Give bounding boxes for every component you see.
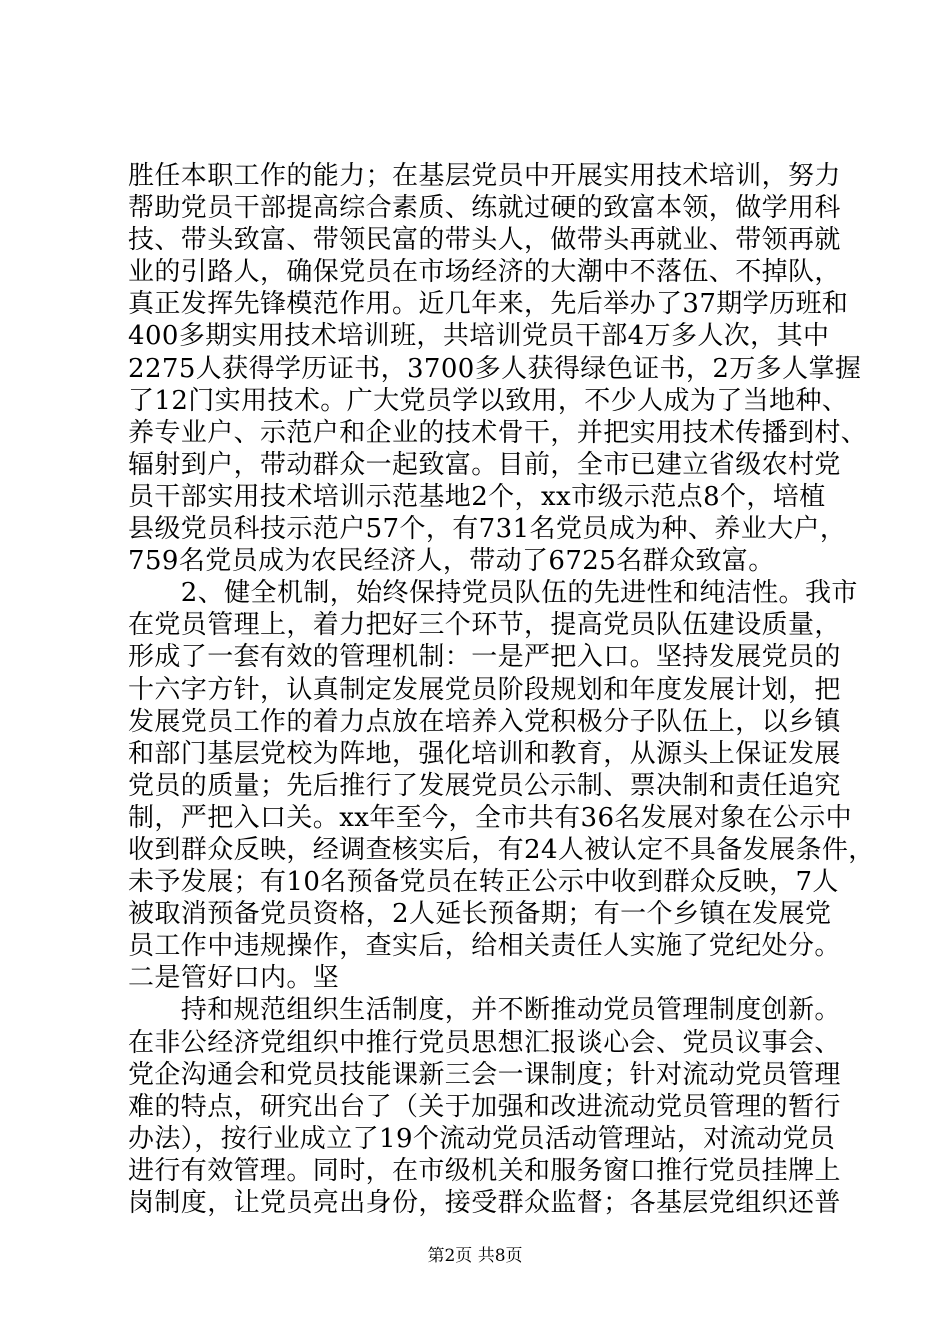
text-line: 进行有效管理。同时，在市级机关和服务窗口推行党员挂牌上 [128,1155,841,1186]
text-line: 形成了一套有效的管理机制：一是严把入口。坚持发展党员的 [128,642,841,673]
text-line: 辐射到户，带动群众一起致富。目前，全市已建立省级农村党 [128,449,841,480]
text-line: 员干部实用技术培训示范基地2个，xx市级示范点8个，培植 [128,481,826,512]
text-line: 二是管好口内。坚 [128,963,340,994]
text-line: 和部门基层党校为阵地，强化培训和教育，从源头上保证发展 [128,738,841,769]
text-line: 2、健全机制，始终保持党员队伍的先进性和纯洁性。我市 [128,578,858,609]
text-line: 400多期实用技术培训班，共培训党员干部4万多人次，其中 [128,321,830,352]
text-line: 2275人获得学历证书，3700多人获得绿色证书，2万多人掌握 [128,353,862,384]
text-line: 在非公经济党组织中推行党员思想汇报谈心会、党员议事会、 [128,1027,841,1058]
text-line: 759名党员成为农民经济人，带动了6725名群众致富。 [128,546,775,577]
text-line: 胜任本职工作的能力；在基层党员中开展实用技术培训，努力 [128,161,841,191]
text-line: 业的引路人，确保党员在市场经济的大潮中不落伍、不掉队， [128,257,841,288]
text-line: 党企沟通会和党员技能课新三会一课制度；针对流动党员管理 [128,1059,841,1090]
text-line: 真正发挥先锋模范作用。近几年来，先后举办了37期学历班和 [128,289,849,320]
text-line: 帮助党员干部提高综合素质、练就过硬的致富本领，做学用科 [128,193,841,224]
text-line: 发展党员工作的着力点放在培养入党积极分子队伍上，以乡镇 [128,706,841,737]
text-line: 制，严把入口关。xx年至今，全市共有36名发展对象在公示中 [128,802,853,833]
text-line: 了12门实用技术。广大党员学以致用，不少人成为了当地种、 [128,385,849,416]
text-line: 办法），按行业成立了19个流动党员活动管理站，对流动党员 [128,1123,836,1154]
text-line: 在党员管理上，着力把好三个环节，提高党员队伍建设质量， [128,610,841,641]
text-line: 技、带头致富、带领民富的带头人，做带头再就业、带领再就 [128,225,841,256]
text-line: 被取消预备党员资格，2人延长预备期；有一个乡镇在发展党 [128,899,832,930]
body-text [128,160,875,1219]
text-line: 党员的质量；先后推行了发展党员公示制、票决制和责任追究 [128,770,841,801]
text-line: 难的特点，研究出台了（关于加强和改进流动党员管理的暂行 [128,1091,841,1122]
text-line: 员工作中违规操作，查实后，给相关责任人实施了党纪处分。 [128,931,841,962]
text-line: 养专业户、示范户和企业的技术骨干，并把实用技术传播到村、 [128,417,868,448]
text-line: 持和规范组织生活制度，并不断推动党员管理制度创新。 [128,995,841,1026]
text-line: 县级党员科技示范户57个，有731名党员成为种、养业大户， [128,514,847,545]
page-footer: 第2页 共8页 [427,1246,523,1266]
text-line: 收到群众反映，经调查核实后，有24人被认定不具备发展条件， [128,834,875,865]
text-line: 十六字方针，认真制定发展党员阶段规划和年度发展计划，把 [128,674,841,705]
text-line: 未予发展；有10名预备党员在转正公示中收到群众反映，7人 [128,867,839,898]
text-line: 岗制度，让党员亮出身份，接受群众监督；各基层党组织还普 [128,1188,841,1218]
